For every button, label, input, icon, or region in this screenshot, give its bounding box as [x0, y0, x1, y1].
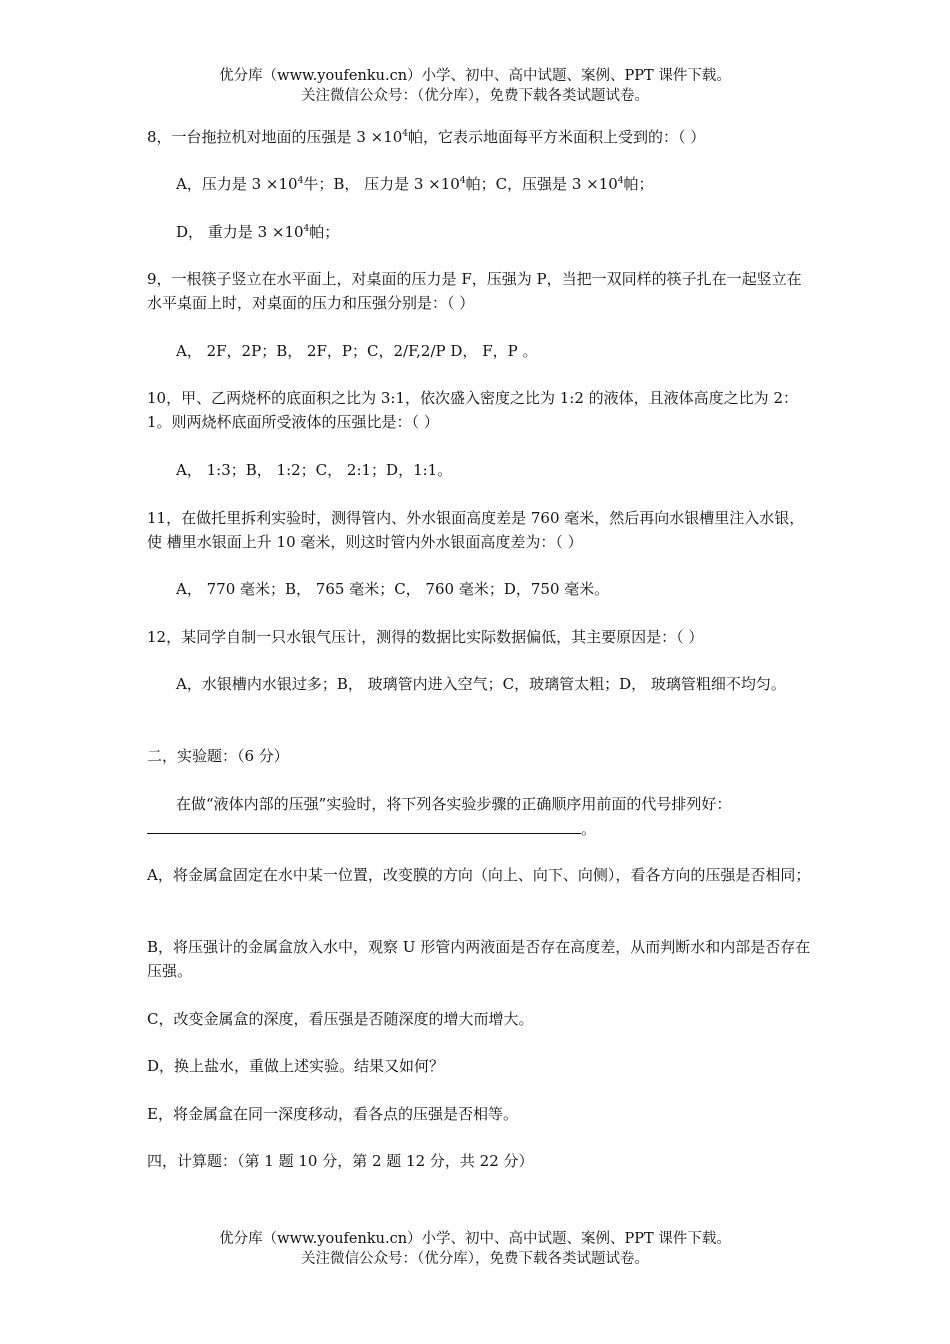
header-line-2: 关注微信公众号：（优分库），免费下载各类试题试卷。 [301, 88, 649, 104]
step-e: E，将金属盒在同一深度移动，看各点的压强是否相等。 [147, 1105, 518, 1123]
header-line-1: 优分库（www.youfenku.cn）小学、初中、高中试题、案例、PPT 课件下载。 [219, 68, 731, 84]
step-c: C，改变金属盒的深度，看压强是否随深度的增大而增大。 [147, 1010, 534, 1028]
question-10-options: A， 1:3；B， 1:2；C， 2:1；D，1:1。 [176, 461, 453, 479]
step-b: B，将压强计的金属盒放入水中，观察 U 形管内两液面是否存在高度差，从而判断水和内部是否存在压强。 [147, 938, 811, 980]
question-11-stem: 11，在做托里拆利实验时，测得管内、外水银面高度差是 760 毫米，然后再向水银槽里注入水银，使 槽里水银面上升 10 毫米，则这时管内外水银面高度差为：（ ） [147, 509, 805, 551]
question-8-stem: 8，一台拖拉机对地面的压强是 $3 \times 10^4$帕，它表示地面每平方米面积上受到的：（ ） [147, 128, 706, 146]
footer-line-2: 关注微信公众号：（优分库），免费下载各类试题试卷。 [301, 1251, 649, 1267]
question-12-options: A，水银槽内水银过多；B， 玻璃管内进入空气；C，玻璃管太粗；D， 玻璃管粗细不均匀。 [176, 675, 786, 693]
answer-line[interactable]: 。 [147, 815, 812, 841]
question-9-options: A， 2F，2P；B， 2F，P；C，2/F,2/P D， F，P 。 [176, 342, 538, 360]
question-8-options-abc: A，压力是 $3 \times 10^4$牛；B， 压力是 $3 \times 10^4$帕；C，压强是 $3 \times 10^4$帕； [176, 175, 654, 193]
question-9-stem: 9，一根筷子竖立在水平面上，对桌面的压力是 F，压强为 P，当把一双同样的筷子扎在一起竖立在水平桌面上时，对桌面的压力和压强分别是：（ ） [147, 270, 802, 312]
question-8-option-d: D， 重力是 $3 \times 10^4$帕； [176, 223, 340, 241]
section-4-title: 四，计算题：（第 1 题 10 分，第 2 题 12 分，共 22 分） [147, 1152, 534, 1170]
page-footer [0, 1229, 950, 1269]
question-10-stem: 10，甲、乙两烧杯的底面积之比为 3:1，依次盛入密度之比为 1:2 的液体，且液体高度之比为 2：1。则两烧杯底面所受液体的压强比是：（ ） [147, 389, 798, 431]
question-11-options: A， 770 毫米；B， 765 毫米；C， 760 毫米；D，750 毫米。 [176, 580, 610, 598]
answer-blank[interactable] [147, 815, 581, 834]
footer-line-1: 优分库（www.youfenku.cn）小学、初中、高中试题、案例、PPT 课件下载。 [219, 1231, 731, 1247]
question-12-stem: 12，某同学自制一只水银气压计，测得的数据比实际数据偏低，其主要原因是：（ ） [147, 628, 704, 646]
section-2-title: 二，实验题：（6 分） [147, 747, 289, 765]
step-d: D，换上盐水，重做上述实验。结果又如何？ [147, 1057, 445, 1075]
step-a: A，将金属盒固定在水中某一位置，改变膜的方向（向上、向下、向侧），看各方向的压强是否相同； [147, 866, 811, 884]
page-header [0, 66, 950, 106]
section-2-intro: 在做“液体内部的压强”实验时，将下列各实验步骤的正确顺序用前面的代号排列好： [176, 795, 732, 813]
